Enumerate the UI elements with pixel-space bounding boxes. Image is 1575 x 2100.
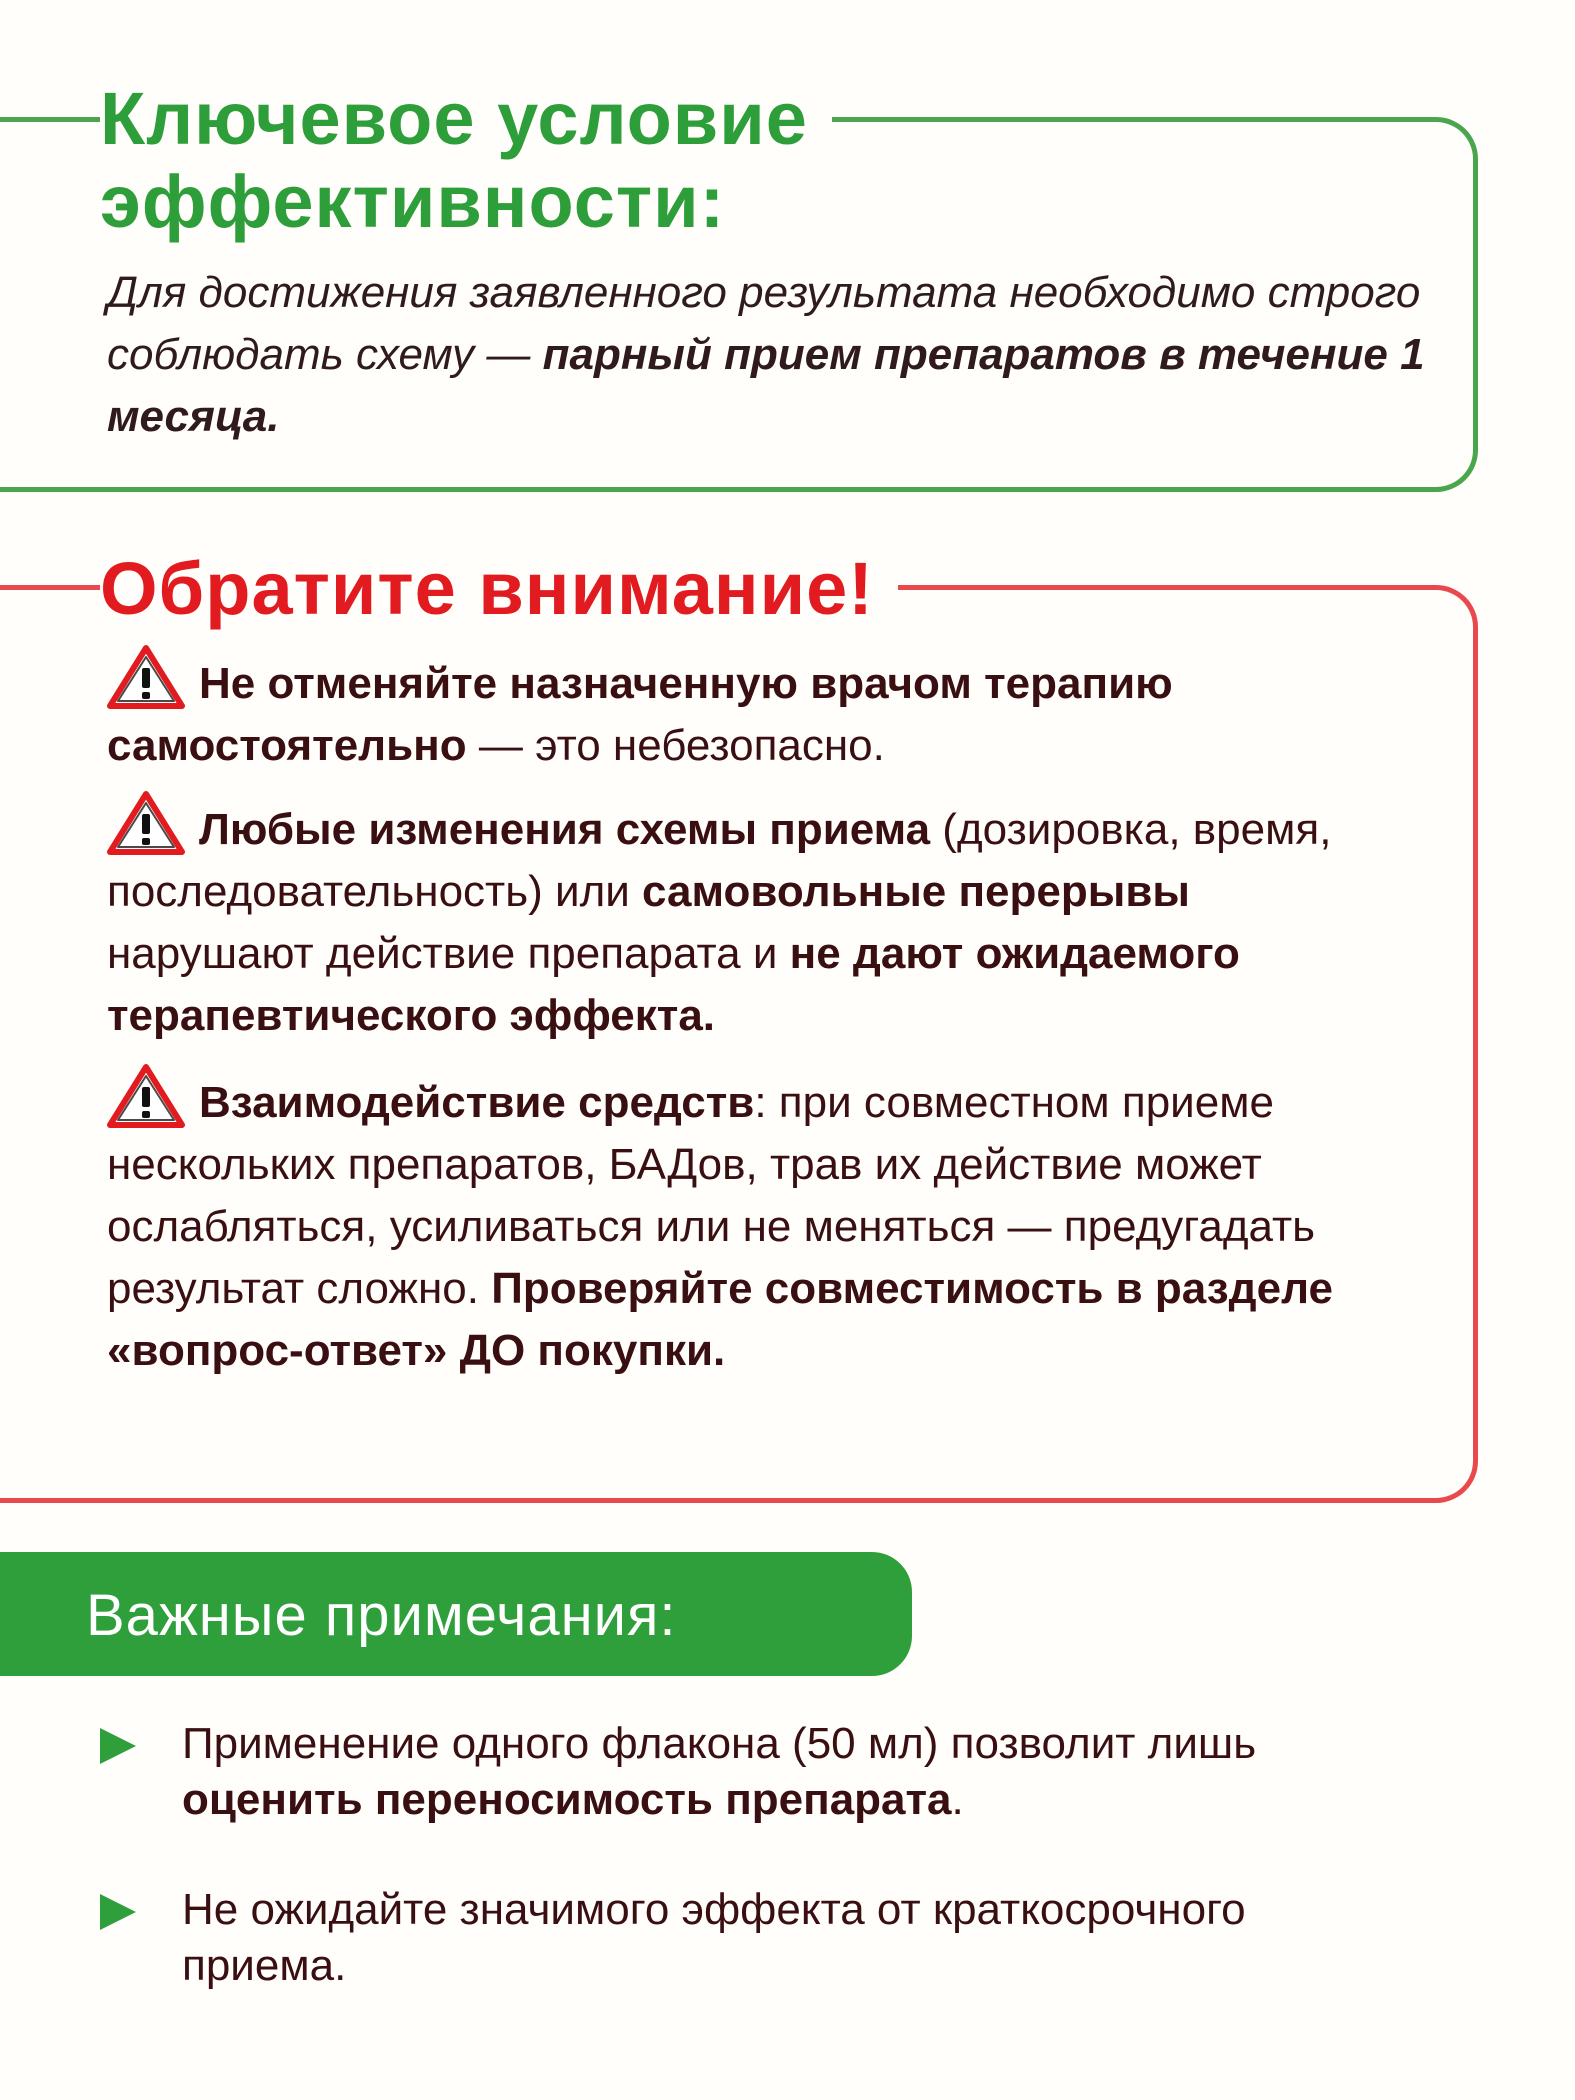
note-item-short-term xyxy=(100,1882,1380,1994)
note-1-bold: оценить переносимость препарата xyxy=(182,1775,952,1824)
key-condition-title-line1: Ключевое условие xyxy=(100,77,808,160)
warning-1-bold: Не отменяйте назначенную врачом терапию самостоятельно xyxy=(107,659,1173,770)
warning-3-bold2: Проверяйте совместимость в разделе «вопрос-ответ» ДО покупки. xyxy=(107,1264,1333,1375)
attention-title: Обратите внимание! xyxy=(100,547,874,630)
warning-triangle-icon xyxy=(107,644,185,710)
triangle-right-icon xyxy=(100,1728,136,1764)
warning-2-bold2: самовольные перерывы xyxy=(642,867,1190,916)
notes-banner xyxy=(0,1552,912,1676)
note-1-text xyxy=(182,1716,1380,1828)
warning-triangle-icon xyxy=(107,790,185,856)
warning-1-text: — это небезопасно. xyxy=(466,721,885,770)
warning-item-therapy xyxy=(107,644,1407,777)
note-item-one-bottle xyxy=(100,1716,1380,1828)
warning-2-text2: нарушают действие препарата и xyxy=(107,929,790,978)
key-condition-title-line2: эффективности: xyxy=(100,159,726,243)
warning-3-text1: : при совместном приеме нескольких препаратов, БАДов, трав их действие может ослабляться, усиливаться или не меняться — предугадать результат сложно. xyxy=(107,1078,1316,1313)
key-condition-text-plain: Для достижения заявленного результата необходимо строго соблюдать схему — xyxy=(107,268,1421,379)
warning-2-bold1: Любые изменения схемы приема xyxy=(199,805,931,854)
notes-title: Важные примечания: xyxy=(86,1583,677,1648)
note-1-text2: . xyxy=(951,1775,964,1824)
key-condition-title xyxy=(100,78,832,244)
warning-item-schedule xyxy=(107,790,1407,1047)
warning-2-text1: (дозировка, время, последовательность) или xyxy=(107,805,1332,916)
warning-2-bold3: не дают ожидаемого терапевтического эффекта. xyxy=(107,929,1240,1040)
key-condition-text-bold: парный прием препаратов в течение 1 месяца. xyxy=(107,330,1425,441)
warning-item-interaction xyxy=(107,1063,1407,1382)
warning-triangle-icon xyxy=(107,1063,185,1129)
triangle-right-icon xyxy=(100,1894,136,1930)
note-1-text1: Применение одного флакона (50 мл) позволит лишь xyxy=(182,1719,1257,1768)
note-2-text: Не ожидайте значимого эффекта от краткосрочного приема. xyxy=(182,1885,1246,1990)
key-condition-text xyxy=(107,262,1467,448)
warning-3-bold1: Взаимодействие средств xyxy=(199,1078,755,1127)
attention-title-wrap xyxy=(100,548,898,631)
